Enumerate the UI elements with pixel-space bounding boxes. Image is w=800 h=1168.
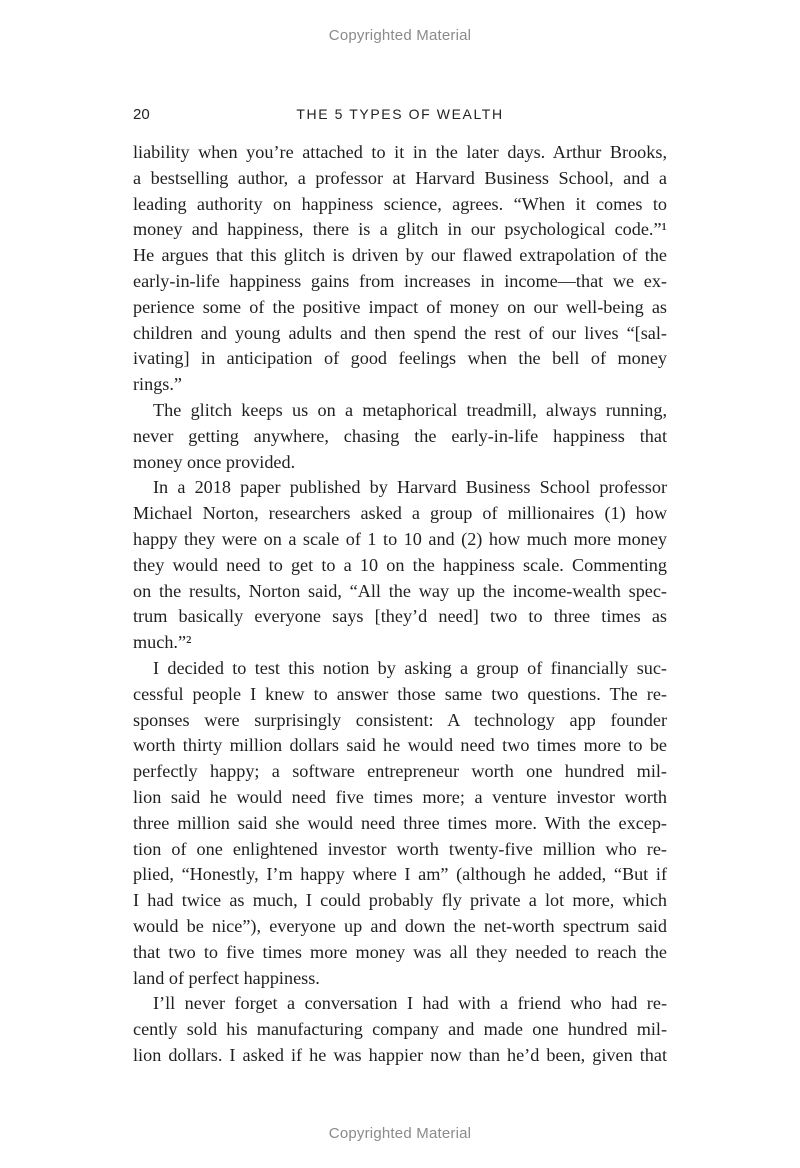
text-line: liability when you’re attached to it in the later days. Arthur Brooks, — [133, 142, 667, 162]
running-title: THE 5 TYPES OF WEALTH — [296, 106, 504, 122]
text-line: He argues that this glitch is driven by our flawed extrapolation of the — [133, 245, 667, 266]
text-line: lion said he would need five times more; a venture investor worth — [133, 786, 667, 807]
text-line: on the results, Norton said, “All the way up the income-wealth spec- — [133, 580, 667, 601]
text-line: perience some of the positive impact of money on our well-being as — [133, 296, 667, 317]
text-line: children and young adults and then spend the rest of our lives “[sal- — [133, 322, 667, 343]
page-number: 20 — [133, 106, 150, 123]
text-line: never getting anywhere, chasing the early-in-life happiness that — [133, 425, 667, 446]
copyright-watermark-top: Copyrighted Material — [328, 27, 472, 44]
text-line: ivating] in anticipation of good feelings when the bell of money — [133, 348, 667, 369]
text-line: leading authority on happiness science, agrees. “When it comes to — [133, 193, 667, 214]
running-head — [133, 106, 667, 126]
paragraph — [133, 475, 667, 656]
paragraph — [133, 398, 667, 475]
text-line: would be nice”), everyone up and down the net-worth spectrum said — [133, 915, 667, 936]
text-line: money once provided. — [133, 451, 296, 472]
text-line: plied, “Honestly, I’m happy where I am” (although he added, “But if — [133, 864, 667, 885]
text-line: they would need to get to a 10 on the happiness scale. Commenting — [133, 554, 667, 575]
paragraph — [133, 991, 667, 1068]
text-line: cently sold his manufacturing company and made one hundred mil- — [133, 1019, 667, 1040]
text-line: worth thirty million dollars said he would need two times more to be — [133, 735, 667, 756]
text-line: I’ll never forget a conversation I had with a friend who had re- — [153, 993, 667, 1014]
body-text — [133, 140, 667, 1069]
text-line: lion dollars. I asked if he was happier now than he’d been, given that — [133, 1044, 667, 1065]
text-line: sponses were surprisingly consistent: A technology app founder — [133, 709, 667, 730]
text-line: I had twice as much, I could probably fly private a lot more, which — [133, 890, 667, 911]
paragraph — [133, 140, 667, 398]
text-line: early-in-life happiness gains from increases in income—that we ex- — [133, 270, 667, 291]
text-line: happy they were on a scale of 1 to 10 and (2) how much more money — [133, 528, 667, 549]
text-line: cessful people I knew to answer those same two questions. The re- — [133, 683, 667, 704]
text-line: tion of one enlightened investor worth twenty-five million who re- — [133, 838, 667, 859]
text-line: The glitch keeps us on a metaphorical treadmill, always running, — [153, 399, 667, 420]
text-line: Michael Norton, researchers asked a group of millionaires (1) how — [133, 503, 667, 524]
paragraph — [133, 656, 667, 991]
copyright-watermark-bottom: Copyrighted Material — [328, 1125, 472, 1142]
text-line: money and happiness, there is a glitch in our psychological code.”¹ — [133, 219, 667, 240]
text-line: In a 2018 paper published by Harvard Business School professor — [153, 477, 667, 498]
text-line: trum basically everyone says [they’d need] two to three times as — [133, 606, 667, 627]
text-line: a bestselling author, a professor at Harvard Business School, and a — [133, 167, 667, 188]
text-line: that two to five times more money was all they needed to reach the — [133, 941, 667, 962]
text-line: land of perfect happiness. — [133, 967, 320, 988]
text-line: three million said she would need three times more. With the excep- — [133, 812, 667, 833]
text-line: I decided to test this notion by asking a group of financially suc- — [153, 657, 667, 678]
text-line: much.”² — [133, 632, 192, 653]
text-line: perfectly happy; a software entrepreneur worth one hundred mil- — [133, 761, 667, 782]
text-line: rings.” — [133, 374, 182, 395]
